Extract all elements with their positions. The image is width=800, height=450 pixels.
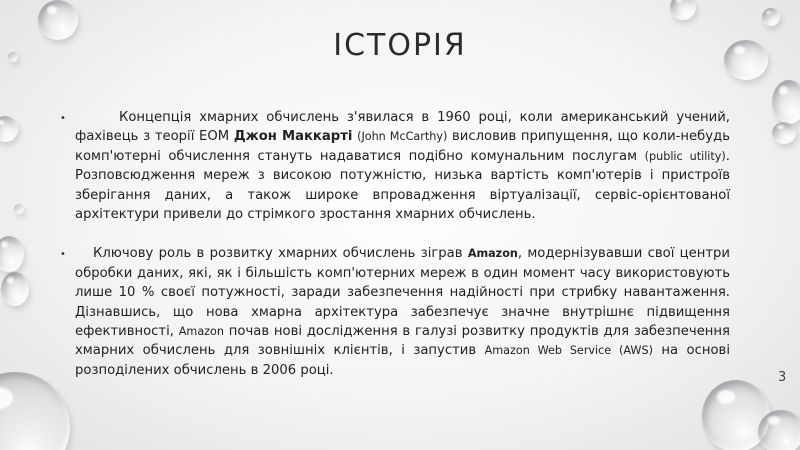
water-drop-decoration [14,204,24,214]
bullet-item-concept [60,108,730,224]
water-drop-decoration [0,236,24,272]
water-drop-decoration [772,122,796,144]
page-number: 3 [778,370,787,385]
water-drop-decoration [0,116,18,142]
company-name: Amazon [178,325,224,339]
bullet-marker: • [60,113,66,124]
company-name: Amazon [467,247,518,261]
term-english: (public utility) [644,149,726,163]
paragraph-concept: Концепція хмарних обчислень з'явилася в 1960 році, коли американський учений, фахівець з теорії ЕОМ Джон Маккарті (John McCarthy) висловив припущення, що коли-небудь комп'ютерні обчислення стануть надаватися подібно комунальним послугам (public utility). Розповсюдження мереж з високою потужністю, низька вартість комп'ютерів і пристроїв зберігання даних, а також широке впровадження віртуалізації, сервіс-орієнтованої архітектури привели до стрімкого зростання хмарних обчислень. [75,110,730,223]
person-name-english: (John McCarthy) [357,130,448,144]
water-drop-decoration [772,80,800,124]
water-drop-decoration [762,8,780,26]
bullet-item-amazon [60,244,730,380]
slide-title: ІСТОРІЯ [333,28,467,63]
service-name: Amazon Web Service (AWS) [484,344,653,358]
water-drop-decoration [1,272,29,306]
bullet-marker: • [60,249,66,261]
water-drop-decoration [758,410,800,450]
paragraph-amazon: Ключову роль в розвитку хмарних обчислень зіграв Amazon, модернізувавши свої центри обробки даних, які, як і більшість комп'ютерних мереж в один момент часу використовують лише 10 % своєї потужності, заради забезпечення надійності при стрибку навантаження. Дізнавшись, що нова хмарна архітектура забезпечує значне внутрішнє підвищення ефективності, Amazon почав нові дослідження в галузі розвитку продуктів для забезпечення хмарних обчислень для зовнішніх клієнтів, і запустив Amazon Web Service (AWS) на основі розподілених обчислень в 2006 році. [75,246,730,378]
person-name: Джон Маккарті [233,129,353,145]
water-drop-decoration [670,0,696,20]
water-drop-decoration [0,372,70,450]
slide-body [60,108,730,400]
